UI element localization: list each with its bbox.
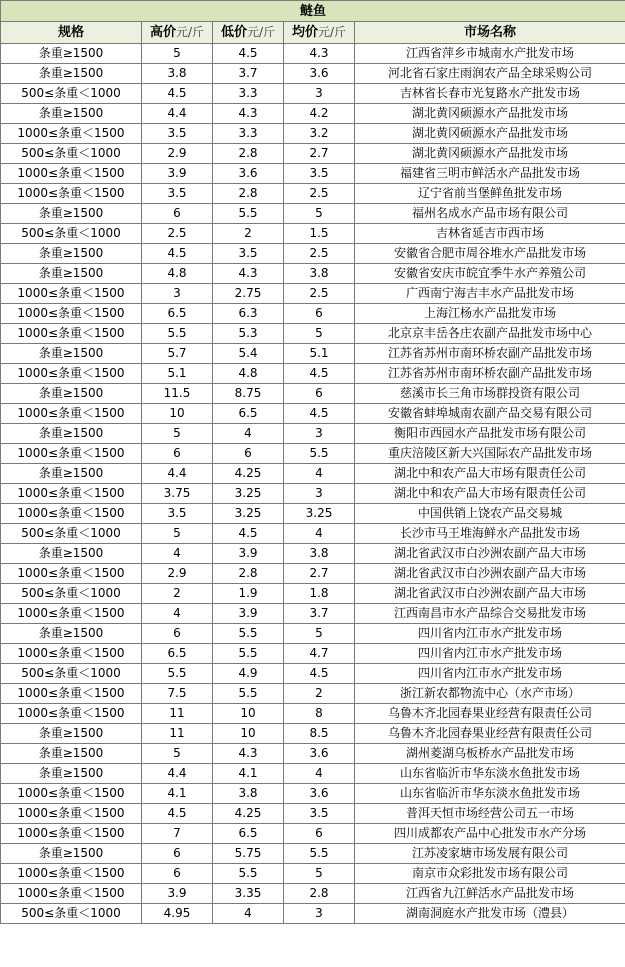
cell-avg-price: 4: [284, 464, 355, 484]
column-header-low: [213, 22, 284, 44]
cell-market-name: 山东省临沂市华东淡水鱼批发市场: [355, 784, 625, 804]
cell-spec: 1000≤条重＜1500: [1, 784, 142, 804]
cell-high-price: 5: [142, 744, 213, 764]
cell-high-price: 3.9: [142, 884, 213, 904]
column-header-market: 市场名称: [355, 22, 625, 44]
cell-low-price: 4.3: [213, 744, 284, 764]
table-row: [1, 164, 625, 184]
table-row: [1, 104, 625, 124]
cell-market-name: 湖北中和农产品大市场有限责任公司: [355, 484, 625, 504]
table-row: [1, 444, 625, 464]
table-row: [1, 364, 625, 384]
cell-avg-price: 4: [284, 524, 355, 544]
cell-high-price: 5: [142, 524, 213, 544]
cell-avg-price: 4.5: [284, 404, 355, 424]
header-low-unit: 元/斤: [246, 25, 276, 39]
cell-high-price: 6: [142, 204, 213, 224]
cell-low-price: 3.8: [213, 784, 284, 804]
table-row: [1, 484, 625, 504]
cell-high-price: 4.95: [142, 904, 213, 924]
cell-market-name: 中国供销上饶农产品交易城: [355, 504, 625, 524]
cell-market-name: 湖北黄冈硕源水产品批发市场: [355, 144, 625, 164]
cell-spec: 1000≤条重＜1500: [1, 364, 142, 384]
cell-spec: 500≤条重＜1000: [1, 224, 142, 244]
cell-high-price: 3.5: [142, 504, 213, 524]
cell-low-price: 5.5: [213, 204, 284, 224]
table-row: [1, 204, 625, 224]
cell-high-price: 2.9: [142, 144, 213, 164]
cell-spec: 1000≤条重＜1500: [1, 824, 142, 844]
cell-high-price: 5.5: [142, 324, 213, 344]
cell-avg-price: 3: [284, 424, 355, 444]
cell-high-price: 5: [142, 44, 213, 64]
cell-avg-price: 5: [284, 624, 355, 644]
table-row: [1, 804, 625, 824]
cell-high-price: 5.5: [142, 664, 213, 684]
column-header-spec: 规格: [1, 22, 142, 44]
cell-low-price: 4.5: [213, 44, 284, 64]
table-row: [1, 524, 625, 544]
cell-market-name: 长沙市马王堆海鲜水产品批发市场: [355, 524, 625, 544]
cell-avg-price: 4.5: [284, 664, 355, 684]
table-row: [1, 224, 625, 244]
cell-market-name: 湖州菱湖乌板桥水产品批发市场: [355, 744, 625, 764]
cell-low-price: 3.25: [213, 484, 284, 504]
cell-spec: 1000≤条重＜1500: [1, 164, 142, 184]
cell-spec: 条重≥1500: [1, 64, 142, 84]
cell-spec: 条重≥1500: [1, 744, 142, 764]
cell-market-name: 乌鲁木齐北园春果业经营有限责任公司: [355, 704, 625, 724]
cell-high-price: 10: [142, 404, 213, 424]
cell-high-price: 4: [142, 604, 213, 624]
cell-market-name: 河北省石家庄雨润农产品全球采购公司: [355, 64, 625, 84]
cell-market-name: 福建省三明市鲜活水产品批发市场: [355, 164, 625, 184]
cell-low-price: 5.5: [213, 644, 284, 664]
cell-avg-price: 5: [284, 324, 355, 344]
cell-avg-price: 3.8: [284, 264, 355, 284]
cell-spec: 条重≥1500: [1, 344, 142, 364]
cell-low-price: 3.9: [213, 544, 284, 564]
table-row: [1, 264, 625, 284]
cell-avg-price: 8: [284, 704, 355, 724]
cell-market-name: 乌鲁木齐北园春果业经营有限责任公司: [355, 724, 625, 744]
table-row: [1, 704, 625, 724]
cell-spec: 1000≤条重＜1500: [1, 124, 142, 144]
cell-high-price: 5.1: [142, 364, 213, 384]
cell-avg-price: 3.7: [284, 604, 355, 624]
cell-low-price: 5.3: [213, 324, 284, 344]
cell-spec: 1000≤条重＜1500: [1, 884, 142, 904]
cell-avg-price: 5: [284, 204, 355, 224]
table-row: [1, 724, 625, 744]
cell-avg-price: 2.7: [284, 564, 355, 584]
cell-low-price: 2.8: [213, 184, 284, 204]
cell-high-price: 2: [142, 584, 213, 604]
cell-avg-price: 2.5: [284, 284, 355, 304]
cell-avg-price: 5.5: [284, 844, 355, 864]
cell-avg-price: 3.6: [284, 784, 355, 804]
cell-low-price: 4: [213, 904, 284, 924]
cell-high-price: 3.5: [142, 184, 213, 204]
table-row: [1, 844, 625, 864]
cell-avg-price: 2.7: [284, 144, 355, 164]
table-row: [1, 144, 625, 164]
cell-high-price: 6.5: [142, 304, 213, 324]
cell-high-price: 2.5: [142, 224, 213, 244]
cell-high-price: 6: [142, 444, 213, 464]
cell-low-price: 3.9: [213, 604, 284, 624]
cell-spec: 条重≥1500: [1, 384, 142, 404]
cell-low-price: 2.8: [213, 564, 284, 584]
cell-spec: 1000≤条重＜1500: [1, 444, 142, 464]
cell-spec: 条重≥1500: [1, 764, 142, 784]
cell-low-price: 5.5: [213, 624, 284, 644]
header-avg-unit: 元/斤: [317, 25, 347, 39]
cell-avg-price: 3: [284, 84, 355, 104]
column-header-high: [142, 22, 213, 44]
cell-high-price: 5.7: [142, 344, 213, 364]
cell-low-price: 5.75: [213, 844, 284, 864]
cell-avg-price: 3: [284, 484, 355, 504]
cell-market-name: 安徽省蚌埠城南农副产品交易有限公司: [355, 404, 625, 424]
cell-high-price: 3: [142, 284, 213, 304]
table-row: [1, 84, 625, 104]
table-row: [1, 664, 625, 684]
cell-spec: 500≤条重＜1000: [1, 664, 142, 684]
cell-low-price: 4.8: [213, 364, 284, 384]
cell-low-price: 3.25: [213, 504, 284, 524]
cell-avg-price: 4.2: [284, 104, 355, 124]
cell-low-price: 5.4: [213, 344, 284, 364]
cell-avg-price: 3.2: [284, 124, 355, 144]
cell-avg-price: 3: [284, 904, 355, 924]
cell-high-price: 6.5: [142, 644, 213, 664]
header-low-label: 低价: [220, 25, 247, 40]
cell-avg-price: 3.6: [284, 64, 355, 84]
column-header-row: [1, 22, 625, 44]
table-title: 鲢鱼: [1, 1, 625, 22]
cell-spec: 条重≥1500: [1, 244, 142, 264]
table-row: [1, 784, 625, 804]
table-row: [1, 904, 625, 924]
cell-low-price: 6.5: [213, 824, 284, 844]
cell-high-price: 7: [142, 824, 213, 844]
table-row: [1, 464, 625, 484]
cell-market-name: 湖北黄冈硕源水产品批发市场: [355, 104, 625, 124]
cell-avg-price: 4: [284, 764, 355, 784]
cell-spec: 1000≤条重＜1500: [1, 184, 142, 204]
cell-avg-price: 2: [284, 684, 355, 704]
cell-low-price: 5.5: [213, 684, 284, 704]
cell-market-name: 广西南宁海吉丰水产品批发市场: [355, 284, 625, 304]
cell-high-price: 6: [142, 844, 213, 864]
cell-market-name: 江西南昌市水产品综合交易批发市场: [355, 604, 625, 624]
cell-spec: 1000≤条重＜1500: [1, 644, 142, 664]
cell-low-price: 4.3: [213, 264, 284, 284]
cell-avg-price: 8.5: [284, 724, 355, 744]
header-high-unit: 元/斤: [175, 25, 205, 39]
cell-low-price: 1.9: [213, 584, 284, 604]
cell-high-price: 11: [142, 724, 213, 744]
cell-avg-price: 6: [284, 824, 355, 844]
cell-avg-price: 5.1: [284, 344, 355, 364]
cell-high-price: 4.4: [142, 764, 213, 784]
cell-avg-price: 4.7: [284, 644, 355, 664]
cell-high-price: 4.8: [142, 264, 213, 284]
table-row: [1, 284, 625, 304]
cell-market-name: 衡阳市西园水产品批发市场有限公司: [355, 424, 625, 444]
cell-avg-price: 3.5: [284, 164, 355, 184]
table-row: [1, 864, 625, 884]
cell-avg-price: 6: [284, 384, 355, 404]
cell-market-name: 上海江杨水产品批发市场: [355, 304, 625, 324]
cell-spec: 条重≥1500: [1, 624, 142, 644]
cell-avg-price: 5: [284, 864, 355, 884]
cell-low-price: 2: [213, 224, 284, 244]
cell-spec: 条重≥1500: [1, 544, 142, 564]
cell-high-price: 3.8: [142, 64, 213, 84]
cell-low-price: 10: [213, 724, 284, 744]
cell-spec: 条重≥1500: [1, 104, 142, 124]
cell-spec: 1000≤条重＜1500: [1, 704, 142, 724]
cell-spec: 1000≤条重＜1500: [1, 284, 142, 304]
cell-high-price: 3.9: [142, 164, 213, 184]
cell-market-name: 湖北省武汉市白沙洲农副产品大市场: [355, 564, 625, 584]
cell-spec: 条重≥1500: [1, 204, 142, 224]
cell-market-name: 江苏凌家塘市场发展有限公司: [355, 844, 625, 864]
cell-low-price: 4.25: [213, 464, 284, 484]
cell-avg-price: 3.25: [284, 504, 355, 524]
table-row: [1, 564, 625, 584]
table-row: [1, 644, 625, 664]
cell-market-name: 普洱天恒市场经营公司五一市场: [355, 804, 625, 824]
table-row: [1, 424, 625, 444]
cell-market-name: 慈溪市长三角市场群投资有限公司: [355, 384, 625, 404]
table-row: [1, 504, 625, 524]
cell-avg-price: 3.6: [284, 744, 355, 764]
table-row: [1, 244, 625, 264]
cell-market-name: 重庆涪陵区新大兴国际农产品批发市场: [355, 444, 625, 464]
cell-market-name: 吉林省长春市光复路水产批发市场: [355, 84, 625, 104]
cell-spec: 1000≤条重＜1500: [1, 324, 142, 344]
cell-spec: 500≤条重＜1000: [1, 144, 142, 164]
cell-market-name: 四川省内江市水产批发市场: [355, 644, 625, 664]
cell-low-price: 3.3: [213, 124, 284, 144]
cell-avg-price: 4.3: [284, 44, 355, 64]
table-row: [1, 44, 625, 64]
cell-market-name: 江西省九江鲜活水产品批发市场: [355, 884, 625, 904]
cell-low-price: 10: [213, 704, 284, 724]
cell-spec: 条重≥1500: [1, 424, 142, 444]
cell-market-name: 辽宁省前当堡鲜鱼批发市场: [355, 184, 625, 204]
cell-market-name: 四川省内江市水产批发市场: [355, 624, 625, 644]
cell-market-name: 四川省内江市水产批发市场: [355, 664, 625, 684]
cell-low-price: 5.5: [213, 864, 284, 884]
cell-market-name: 湖北省武汉市白沙洲农副产品大市场: [355, 544, 625, 564]
cell-market-name: 四川成都农产品中心批发市水产分场: [355, 824, 625, 844]
cell-low-price: 4.5: [213, 524, 284, 544]
cell-low-price: 6.3: [213, 304, 284, 324]
table-row: [1, 884, 625, 904]
cell-avg-price: 3.5: [284, 804, 355, 824]
cell-low-price: 4.25: [213, 804, 284, 824]
cell-spec: 1000≤条重＜1500: [1, 604, 142, 624]
table-row: [1, 544, 625, 564]
cell-spec: 1000≤条重＜1500: [1, 564, 142, 584]
cell-spec: 1000≤条重＜1500: [1, 804, 142, 824]
cell-high-price: 5: [142, 424, 213, 444]
table-row: [1, 764, 625, 784]
cell-market-name: 湖南洞庭水产批发市场（澧县）: [355, 904, 625, 924]
cell-market-name: 安徽省合肥市周谷堆水产品批发市场: [355, 244, 625, 264]
cell-spec: 1000≤条重＜1500: [1, 504, 142, 524]
cell-high-price: 3.75: [142, 484, 213, 504]
cell-market-name: 江苏省苏州市南环桥农副产品批发市场: [355, 344, 625, 364]
cell-low-price: 3.6: [213, 164, 284, 184]
cell-high-price: 4.5: [142, 84, 213, 104]
cell-low-price: 2.75: [213, 284, 284, 304]
cell-low-price: 6: [213, 444, 284, 464]
cell-avg-price: 6: [284, 304, 355, 324]
cell-high-price: 2.9: [142, 564, 213, 584]
cell-low-price: 4.3: [213, 104, 284, 124]
cell-low-price: 8.75: [213, 384, 284, 404]
cell-high-price: 4.4: [142, 104, 213, 124]
cell-high-price: 6: [142, 624, 213, 644]
cell-spec: 条重≥1500: [1, 464, 142, 484]
cell-low-price: 4.9: [213, 664, 284, 684]
cell-spec: 条重≥1500: [1, 264, 142, 284]
table-row: [1, 184, 625, 204]
cell-market-name: 福州名成水产品市场有限公司: [355, 204, 625, 224]
table-row: [1, 624, 625, 644]
cell-market-name: 湖北省武汉市白沙洲农副产品大市场: [355, 584, 625, 604]
cell-low-price: 3.35: [213, 884, 284, 904]
cell-spec: 500≤条重＜1000: [1, 584, 142, 604]
cell-spec: 1000≤条重＜1500: [1, 304, 142, 324]
cell-spec: 1000≤条重＜1500: [1, 684, 142, 704]
cell-spec: 1000≤条重＜1500: [1, 484, 142, 504]
table-row: [1, 824, 625, 844]
cell-market-name: 浙江新农都物流中心（水产市场）: [355, 684, 625, 704]
cell-spec: 条重≥1500: [1, 44, 142, 64]
cell-spec: 1000≤条重＜1500: [1, 404, 142, 424]
cell-spec: 1000≤条重＜1500: [1, 864, 142, 884]
table-row: [1, 404, 625, 424]
cell-low-price: 3.5: [213, 244, 284, 264]
cell-low-price: 4: [213, 424, 284, 444]
table-row: [1, 744, 625, 764]
cell-avg-price: 2.5: [284, 244, 355, 264]
header-avg-label: 均价: [291, 25, 318, 40]
cell-low-price: 2.8: [213, 144, 284, 164]
cell-avg-price: 5.5: [284, 444, 355, 464]
cell-spec: 条重≥1500: [1, 724, 142, 744]
cell-market-name: 安徽省安庆市皖宜季牛水产养殖公司: [355, 264, 625, 284]
cell-low-price: 3.7: [213, 64, 284, 84]
table-row: [1, 584, 625, 604]
table-row: [1, 384, 625, 404]
table-row: [1, 64, 625, 84]
cell-avg-price: 1.5: [284, 224, 355, 244]
table-row: [1, 324, 625, 344]
cell-avg-price: 1.8: [284, 584, 355, 604]
table-title-row: [1, 1, 625, 22]
cell-market-name: 江苏省苏州市南环桥农副产品批发市场: [355, 364, 625, 384]
cell-high-price: 11: [142, 704, 213, 724]
cell-high-price: 7.5: [142, 684, 213, 704]
cell-high-price: 4.4: [142, 464, 213, 484]
cell-high-price: 11.5: [142, 384, 213, 404]
cell-high-price: 4.1: [142, 784, 213, 804]
table-row: [1, 684, 625, 704]
column-header-avg: [284, 22, 355, 44]
table-row: [1, 604, 625, 624]
cell-market-name: 南京市众彩批发市场有限公司: [355, 864, 625, 884]
cell-low-price: 4.1: [213, 764, 284, 784]
cell-spec: 条重≥1500: [1, 844, 142, 864]
cell-market-name: 吉林省延吉市西市场: [355, 224, 625, 244]
cell-market-name: 湖北黄冈硕源水产品批发市场: [355, 124, 625, 144]
cell-market-name: 湖北中和农产品大市场有限责任公司: [355, 464, 625, 484]
cell-avg-price: 4.5: [284, 364, 355, 384]
cell-high-price: 6: [142, 864, 213, 884]
cell-spec: 500≤条重＜1000: [1, 524, 142, 544]
table-row: [1, 344, 625, 364]
cell-high-price: 4.5: [142, 244, 213, 264]
cell-spec: 500≤条重＜1000: [1, 904, 142, 924]
cell-high-price: 3.5: [142, 124, 213, 144]
cell-market-name: 江西省萍乡市城南水产批发市场: [355, 44, 625, 64]
cell-high-price: 4.5: [142, 804, 213, 824]
table-row: [1, 304, 625, 324]
table-row: [1, 124, 625, 144]
cell-low-price: 3.3: [213, 84, 284, 104]
cell-spec: 500≤条重＜1000: [1, 84, 142, 104]
table-body: [1, 44, 625, 924]
cell-market-name: 山东省临沂市华东淡水鱼批发市场: [355, 764, 625, 784]
cell-market-name: 北京京丰岳各庄农副产品批发市场中心: [355, 324, 625, 344]
cell-avg-price: 2.8: [284, 884, 355, 904]
cell-avg-price: 2.5: [284, 184, 355, 204]
cell-high-price: 4: [142, 544, 213, 564]
header-high-label: 高价: [149, 25, 176, 40]
cell-avg-price: 3.8: [284, 544, 355, 564]
cell-low-price: 6.5: [213, 404, 284, 424]
